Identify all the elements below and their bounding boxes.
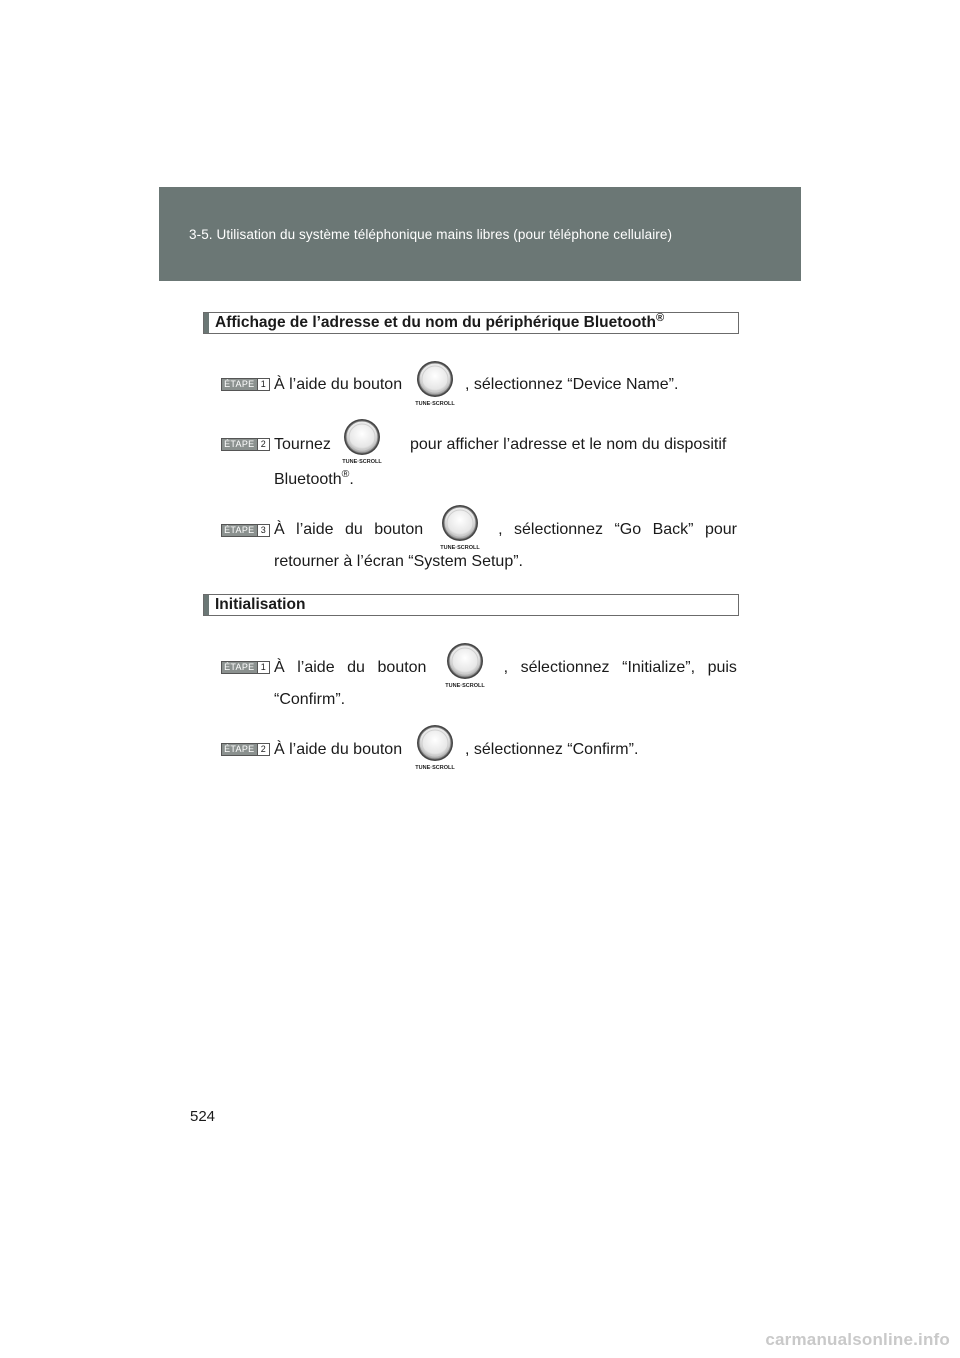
step-1-text-before: À l’aide du bouton xyxy=(274,376,403,393)
knob-caption: TUNE·SCROLL xyxy=(445,683,485,689)
step-badge-2: ÉTAPE 2 xyxy=(221,743,270,756)
step-badge-1: ÉTAPE 1 xyxy=(221,378,270,391)
site-watermark: carmanualsonline.info xyxy=(765,1330,950,1349)
init-step-2-text-after: , sélectionnez “Confirm”. xyxy=(465,741,639,758)
tune-scroll-knob-icon xyxy=(410,722,460,772)
step-2-text-before: Tournez xyxy=(274,436,331,453)
step-2-text-after: pour afficher l’adresse et le nom du dispositif xyxy=(410,436,727,453)
section-heading-bluetooth xyxy=(203,312,739,334)
knob-caption: TUNE·SCROLL xyxy=(415,401,455,407)
section-heading-initialisation xyxy=(203,594,739,616)
step-3-text-line1: À l’aide du bouton , sélectionnez “Go Back” pour xyxy=(274,521,737,538)
tune-scroll-knob-icon xyxy=(410,358,460,408)
registered-mark: ® xyxy=(341,468,350,480)
step-3-text-line2: retourner à l’écran “System Setup”. xyxy=(274,553,523,570)
knob-caption: TUNE·SCROLL xyxy=(342,459,382,465)
tune-scroll-knob-icon xyxy=(440,640,490,690)
step-badge-1: ÉTAPE 1 xyxy=(221,661,270,674)
init-step-1-text-line1: À l’aide du bouton , sélectionnez “Initialize”, puis xyxy=(274,659,737,676)
init-step-2-text-before: À l’aide du bouton xyxy=(274,741,403,758)
knob-caption: TUNE·SCROLL xyxy=(415,765,455,771)
section-title-bluetooth: Affichage de l’adresse et du nom du périphérique Bluetooth® xyxy=(215,312,665,331)
chapter-title: 3-5. Utilisation du système téléphonique mains libres (pour téléphone cellulaire) xyxy=(189,227,673,242)
page-number: 524 xyxy=(190,1108,216,1125)
section-title-initialisation: Initialisation xyxy=(215,596,306,613)
section-accent-bar xyxy=(204,595,209,615)
section-accent-bar xyxy=(204,313,209,333)
step-badge-3: ÉTAPE 3 xyxy=(221,524,270,537)
init-step-1-text-line2: “Confirm”. xyxy=(274,691,346,708)
step-badge-2: ÉTAPE 2 xyxy=(221,438,270,451)
step-2-text-line2: Bluetooth®. xyxy=(274,468,354,488)
tune-scroll-knob-icon xyxy=(435,502,485,552)
step-1-text-after: , sélectionnez “Device Name”. xyxy=(465,376,679,393)
chapter-header-band xyxy=(159,187,801,281)
registered-mark: ® xyxy=(655,312,665,324)
tune-scroll-knob-icon xyxy=(337,416,387,466)
knob-caption: TUNE·SCROLL xyxy=(440,545,480,551)
